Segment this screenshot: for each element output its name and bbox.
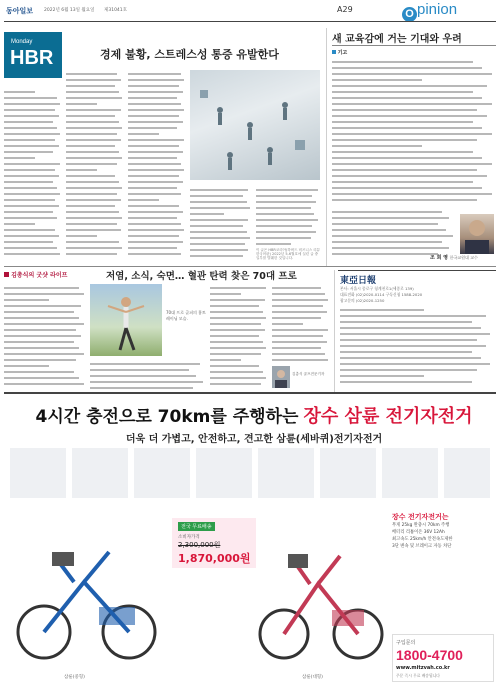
article2-body-col3 <box>210 284 268 390</box>
article2-title: 저염, 소식, 숙면… 혈관 탄력 찾은 70대 프로 <box>106 271 297 282</box>
ad-headline-red: 장수 삼륜 전기자전거 <box>303 406 473 427</box>
ad-box <box>4 392 496 689</box>
ad-headline <box>34 402 474 428</box>
column1-title-rule <box>332 45 496 46</box>
text-line <box>210 380 268 386</box>
ad-order-label: 구입문의 <box>396 640 416 646</box>
company-notice <box>340 306 494 388</box>
article1-body-col1 <box>4 88 62 258</box>
column1-body-col2 <box>332 208 456 258</box>
tag-square-icon <box>332 50 336 54</box>
ad-bike-image-1 <box>14 512 164 672</box>
masthead <box>4 1 496 20</box>
article2-body-col2 <box>90 360 206 390</box>
ad-price-label: 소비자가격 <box>178 535 200 540</box>
column1-author-name: 조 희 영 <box>430 255 448 261</box>
ad-note: 주문 즉시 무료 배송됩니다 <box>396 673 440 678</box>
text-line <box>256 240 320 246</box>
ad-phone[interactable]: 1800-4700 <box>396 647 463 663</box>
product-thumb-5 <box>258 448 314 498</box>
article1-illustration <box>190 70 320 180</box>
section-initial-icon: O <box>402 7 417 22</box>
text-line <box>66 250 124 256</box>
article1-body-col4 <box>190 186 252 258</box>
ad-spec-line-4: 3단 변속 및 브레이크 자동 차단 <box>392 544 452 549</box>
text-line <box>128 250 186 256</box>
ad-price-original: 2,300,000원 <box>178 541 221 549</box>
column1-tag-label: 기고 <box>337 50 348 56</box>
author-photo <box>460 214 494 254</box>
ad-spec-box <box>392 512 492 622</box>
article1-byline: 이 글은 HBR코리아(하버드 비즈니스 리뷰 한국어판) 2022년 5-6월호에 실린 글 중 일부를 발췌한 것입니다. <box>256 248 320 260</box>
column1-author <box>430 254 478 261</box>
article1-title: 경제 불황, 스트레스성 통증 유발한다 <box>100 48 279 61</box>
ad-spec-line-3: 최고속도 25km/h 안전속도제한 <box>392 537 453 542</box>
product-thumb-1 <box>10 448 66 498</box>
hbr-label: HBR <box>10 47 54 69</box>
article2-author-photo <box>272 366 290 388</box>
company-logo: 東亞日報 <box>340 276 377 286</box>
column1-author-title: 한국교원대 교수 <box>449 255 478 260</box>
column1-tag <box>332 49 347 56</box>
product-thumb-7 <box>382 448 438 498</box>
company-line-1: 본사: 서울시 종로구 청계천로1(세종로 139) <box>340 286 414 291</box>
article2-body-col4 <box>272 284 330 364</box>
article2-series-label: 김총식의 굿샷 라이프 <box>11 272 68 279</box>
text-line <box>272 356 330 362</box>
ad-url[interactable]: www.mitzvah.co.kr <box>396 665 450 671</box>
article2-author: 김총식 골프전문기자 <box>292 372 325 376</box>
article2-photo-caption: 70대 프로 골퍼의 홈트레이닝 모습. <box>166 310 206 321</box>
ad-spec-line-2: 배터리 리튬이온 36V 12Ah <box>392 530 445 535</box>
ad-order-box <box>392 634 494 682</box>
masthead-divider <box>4 21 496 22</box>
section-divider <box>4 266 496 267</box>
company-box <box>338 270 496 390</box>
text-line <box>4 380 86 386</box>
ad-price-panel <box>172 518 256 568</box>
text-line <box>340 378 494 384</box>
ad-bike-image-2 <box>256 512 386 672</box>
ad-headline-black: 4시간 충전으로 70km를 주행하는 <box>35 407 299 427</box>
ad-spec-title: 장수 전기자전거는 <box>392 513 449 521</box>
ad-subheadline: 더욱 더 가볍고, 안전하고, 견고한 삼륜(세바퀴)전기자전거 <box>125 434 383 445</box>
section-title <box>402 2 496 22</box>
column1-title: 새 교육감에 거는 기대와 우려 <box>332 34 462 45</box>
article2-body-col1 <box>4 284 86 390</box>
article1-body-col2 <box>66 70 124 258</box>
ad-bike-label-2: 삼륜(대형) <box>302 675 323 680</box>
column-divider <box>326 28 327 266</box>
text-line <box>332 196 496 202</box>
ad-price-sale: 1,870,000원 <box>178 552 251 565</box>
product-thumb-4 <box>196 448 252 498</box>
text-line <box>4 250 62 256</box>
company-line-2: 대표전화 (02)2020-0114 구독신청 1588-2020 <box>340 292 423 297</box>
article2-series <box>4 270 67 279</box>
masthead-date: 2022년 6월 13일 월요일 <box>44 8 95 13</box>
column1-body-col1 <box>332 58 496 206</box>
article1-body-col5 <box>256 186 320 246</box>
product-thumb-3 <box>134 448 190 498</box>
hbr-kicker: Monday <box>11 39 33 45</box>
ad-bike-label-1: 삼륜(중형) <box>64 675 85 680</box>
text-line <box>190 252 252 258</box>
ad-spec-line-1: 무게 25kg 완충시 70km 주행 <box>392 523 450 528</box>
ad-tag-green: 전국 무료배송 <box>178 522 215 531</box>
product-thumb-8 <box>444 448 490 498</box>
product-thumb-2 <box>72 448 128 498</box>
hbr-logo-box <box>4 32 62 78</box>
page-number: A29 <box>337 5 353 14</box>
column-divider-2 <box>334 270 335 392</box>
article2-series-icon <box>4 272 9 277</box>
product-thumb-6 <box>320 448 376 498</box>
article2-photo <box>90 284 162 356</box>
company-line-3: 광고문의 (02)2020-1250 <box>340 298 385 303</box>
article1-body-col3 <box>128 70 186 258</box>
text-line <box>90 384 206 390</box>
ad-product-strip <box>10 448 490 506</box>
masthead-issue: 제31041호 <box>104 8 128 13</box>
masthead-logo: 동아일보 <box>6 7 34 15</box>
company-top-rule <box>338 270 496 271</box>
section-title-text: pinion <box>417 1 458 18</box>
